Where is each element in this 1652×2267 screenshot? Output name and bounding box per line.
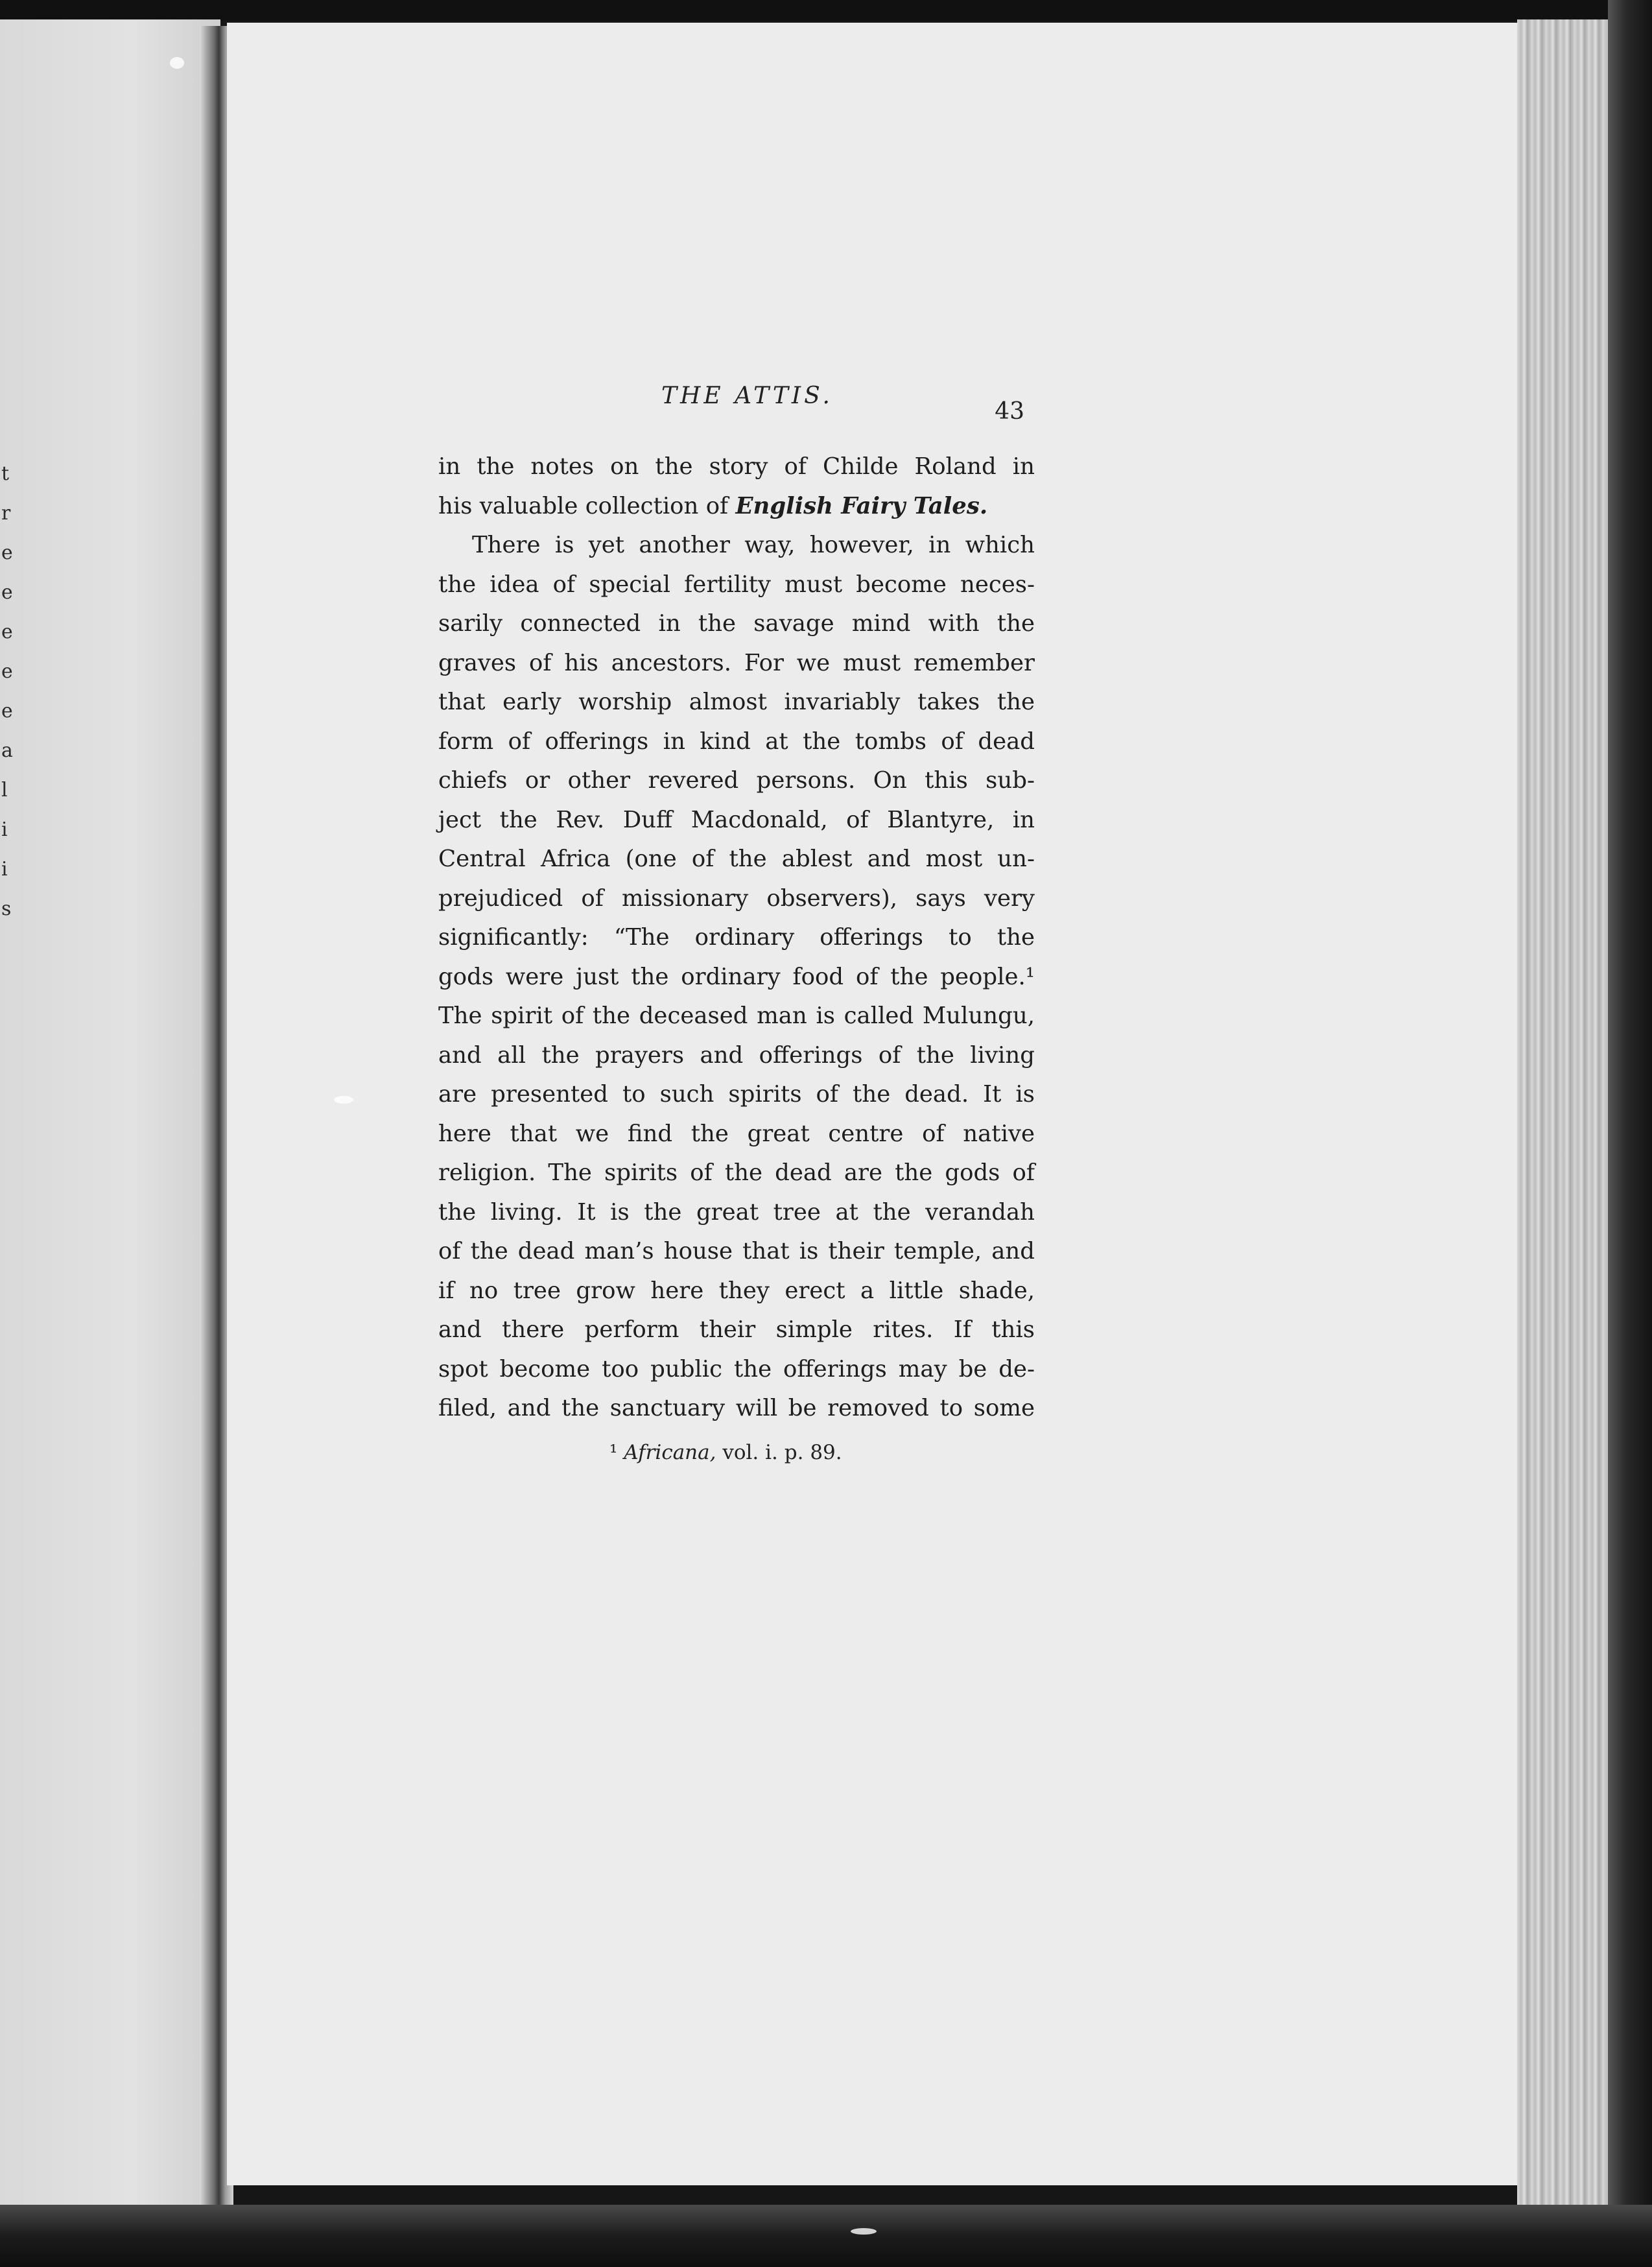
text-line: the idea of special fertility must become neces- [438, 571, 1035, 598]
facing-page-edge-char: e [1, 621, 13, 643]
facing-page-edge-text [1, 454, 14, 929]
text-line: There is yet another way, however, in which [472, 532, 1035, 558]
facing-page-edge-char: i [1, 858, 8, 881]
body-text [438, 447, 1035, 1429]
facing-page-edge-char: e [1, 700, 13, 722]
text-line: and there perform their simple rites. If this [438, 1316, 1035, 1343]
text-line: The spirit of the deceased man is called Mulungu, [438, 1003, 1035, 1029]
text-line: here that we find the great centre of native [438, 1120, 1035, 1147]
facing-page-edge-char: r [1, 502, 11, 525]
text-line: significantly: “The ordinary offerings to the [438, 924, 1035, 951]
facing-page-edge-char: t [1, 462, 10, 485]
scan-speck [851, 2228, 877, 2235]
scan-top-border [0, 0, 1652, 21]
facing-page-edge-char: e [1, 541, 13, 564]
facing-page-edge-char: l [1, 779, 8, 801]
text-line: gods were just the ordinary food of the people.¹ [438, 963, 1035, 990]
facing-page-edge-char: s [1, 897, 12, 920]
footnote-marker: ¹ [609, 1441, 624, 1464]
text-line-segment: his valuable collection of [438, 492, 736, 519]
text-line: are presented to such spirits of the dead. It is [438, 1081, 1035, 1108]
text-line: the living. It is the great tree at the verandah [438, 1198, 1035, 1226]
book-title: English Fairy Tales. [735, 492, 988, 519]
footnote [609, 1441, 842, 1464]
text-line: chiefs or other revered persons. On this sub- [438, 767, 1035, 794]
facing-page [0, 19, 220, 2205]
facing-page-edge-char: e [1, 660, 13, 683]
text-line: in the notes on the story of Childe Roland in [438, 453, 1035, 480]
book-cover-edge [1608, 0, 1652, 2267]
text-line [438, 487, 1035, 527]
facing-page-edge-char: a [1, 739, 13, 762]
scan-bottom-border [0, 2205, 1652, 2267]
text-line: if no tree grow here they erect a little shade, [438, 1277, 1035, 1304]
text-line: that early worship almost invariably takes the [438, 689, 1035, 715]
running-head [441, 383, 1037, 428]
text-line: form of offerings in kind at the tombs of dead [438, 728, 1035, 755]
footnote-reference: vol. i. p. 89. [716, 1441, 842, 1464]
text-line: and all the prayers and offerings of the living [438, 1041, 1035, 1069]
page-number: 43 [995, 398, 1024, 425]
text-line: sarily connected in the savage mind with the [438, 610, 1035, 637]
text-line: spot become too public the offerings may be de- [438, 1355, 1035, 1383]
footnote-title: Africana, [624, 1441, 716, 1464]
facing-page-edge-char: e [1, 581, 13, 604]
scan-speck [170, 57, 184, 69]
scan-speck [334, 1096, 353, 1104]
facing-page-edge-char: i [1, 818, 8, 841]
stacked-page-edges [1517, 19, 1614, 2211]
text-line: religion. The spirits of the dead are the gods of [438, 1159, 1035, 1186]
running-title: THE ATTIS. [661, 383, 833, 409]
text-line: of the dead man’s house that is their temple, and [438, 1238, 1035, 1264]
text-line: Central Africa (one of the ablest and most un- [438, 846, 1035, 872]
text-line: filed, and the sanctuary will be removed to some [438, 1395, 1035, 1421]
text-line: ject the Rev. Duff Macdonald, of Blantyre, in [438, 806, 1035, 833]
text-line: prejudiced of missionary observers), says very [438, 884, 1035, 912]
text-line: graves of his ancestors. For we must remember [438, 649, 1035, 676]
